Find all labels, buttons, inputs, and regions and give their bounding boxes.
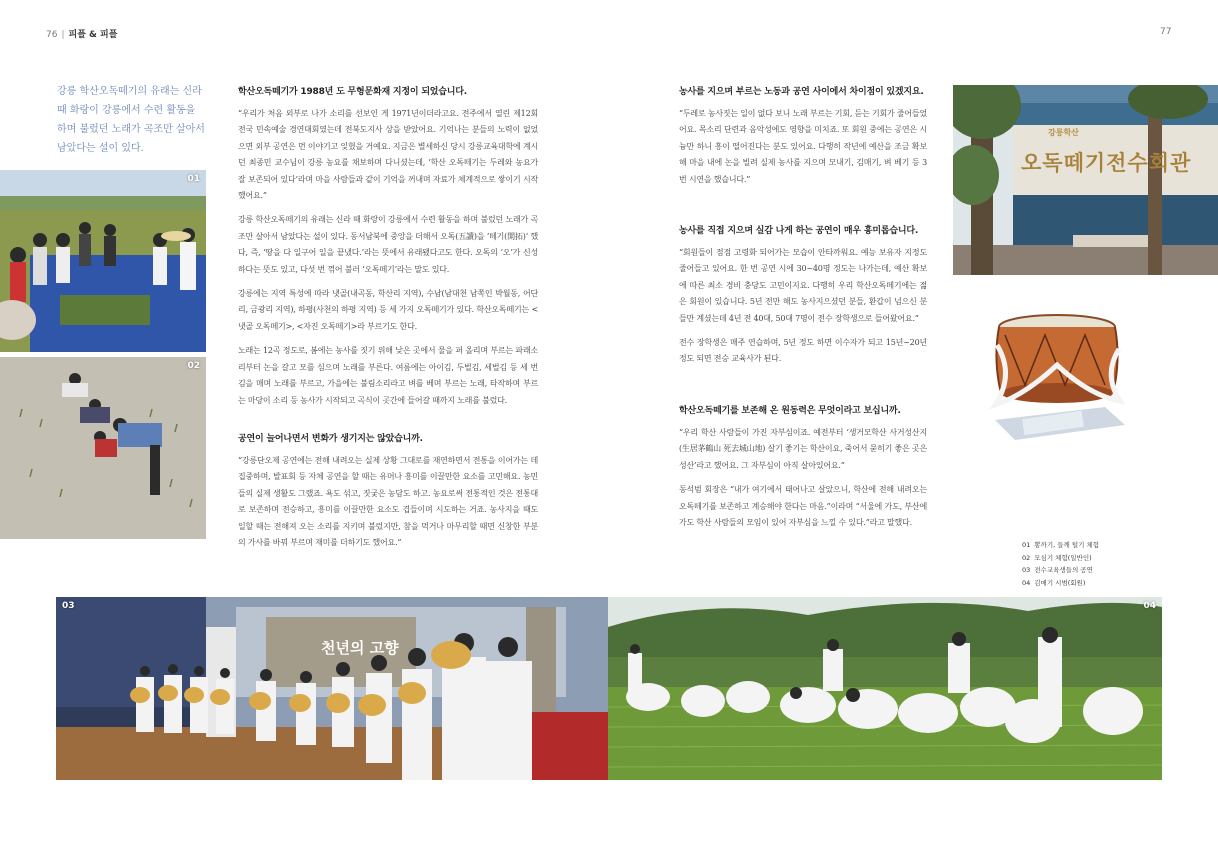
section-name: 피플 & 피플 [68, 30, 118, 40]
rice-planting-illustration [0, 357, 206, 539]
photo-drum [985, 305, 1130, 450]
building-sign: 오독떼기전수회관 [1021, 151, 1192, 175]
photo-04-weeding [608, 597, 1162, 780]
caption-number: 03 [1022, 566, 1031, 574]
caption-text: 전수교육생들의 공연 [1034, 566, 1093, 574]
paragraph: 동석범 회장은 “내가 여기에서 태어나고 살았으니, 학산에 전해 내려오는 오독떼기를 보존하고 계승해야 한다는 마음.”이라며 “서울에 가도, 부산에 가도 학산 사람들의 모임이 있어 자부심을 느낄 수 있다.”라고 말했다. [679, 485, 927, 527]
paragraph: “강릉단오제 공연에는 전해 내려오는 실제 상황 그대로를 재연하면서 전통을 이어가는 데 집중하며, 발표회 등 자체 공연을 할 때는 유머나 흥미를 이끌만한 요소를 고민해요. 농민들의 실제 생활도 그랬죠. 욕도 섞고, 짓궂은 농담도 하고. 농요로써 전통적인 것은 전통대로 보존하며 전승하고, 흥미를 이끌만한 요소도 겹들이며 시도하는 거죠. 농사지을 때도 일할 때는 전해져 오는 소리를 지키며 불렀지만, 참을 먹거나 마무리할 때면 신창한 부분의 가사를 바꿔 부르며 재미를 더하기도 했어요.” [238, 455, 538, 547]
caption-item [1022, 564, 1099, 577]
page-number-right: 77 [1160, 27, 1172, 37]
photo-03-label: 03 [62, 601, 75, 611]
caption-number: 04 [1022, 578, 1031, 587]
drum-illustration [985, 305, 1130, 450]
performance-banner-text: 천년의 고향 [321, 639, 399, 657]
paragraph: “우리 학산 사람들이 가진 자부심이죠. 예전부터 ‘생거모학산 사거성산지(生居茅鶴山 死去城山地) 살기 좋기는 학산이요, 죽어서 묻히기 좋은 곳은 성산’라고 했어요. 그 자부심이 아직 살아있어요.” [679, 427, 927, 470]
photo-02-rice-planting [0, 357, 206, 539]
section-heading: 농사를 직접 지으며 실감 나게 하는 공연이 매우 흥미롭습니다. [679, 226, 919, 237]
caption-item [1022, 577, 1099, 590]
page-header-left [46, 27, 117, 40]
caption-text: 뽕까기, 들깨 털기 체험 [1034, 541, 1100, 549]
training-hall-illustration [953, 85, 1218, 275]
section-heading: 공연이 늘어나면서 변화가 생기지는 않았습니까. [238, 433, 423, 444]
section-heading: 학산오독떼기를 보존해 온 원동력은 무엇이라고 보십니까. [679, 405, 901, 416]
article-column-left [238, 84, 538, 559]
field-experience-illustration [0, 170, 206, 352]
section-heading: 학산오독떼기가 1988년 도 무형문화재 지정이 되었습니다. [238, 87, 468, 97]
paragraph: 강릉 학산오독떼기의 유래는 신라 때 화랑이 강릉에서 수련 활동을 하며 불렀던 노래가 곡조만 살아서 남았다는 설이 있다. 동서남북에 중앙을 더해서 오독(五讀)을 ‘떼기(開拓)’ 했다, 즉, ‘땅을 다 일구어 일을 끝냈다.’라는 뜻에서 유래됐다고도 한다. 오독의 ‘오’가 신성하다는 뜻도 있고, 다섯 번 꺾어 불러 ‘오독떼기’라는 말도 있다. [238, 215, 538, 274]
photo-01-label: 01 [187, 174, 200, 184]
caption-item [1022, 552, 1099, 565]
photo-01-field-experience [0, 170, 206, 352]
paragraph: 전수 장학생은 매주 연습하며, 5년 정도 하면 이수자가 되고 15년~20년 정도 되면 전승 교육사가 된다. [679, 338, 927, 364]
performance-illustration [56, 597, 608, 780]
paragraph: “두레로 농사짓는 일이 없다 보니 노래 부르는 기회, 듣는 기회가 줄어들었어요. 목소리 단련과 음악성에도 영향을 미치죠. 또 회원 중에는 공연은 시늉만 하니 흥이 떨어진다는 분도 있어요. 다행히 작년에 예산을 조금 확보해 마을 내에 논을 빌려 실제 농사를 지으며 모내기, 김매기, 벼 베기 등 3번 시연을 했습니다.” [679, 109, 927, 184]
article-column-right [679, 84, 927, 539]
header-divider: | [61, 30, 65, 40]
paragraph: 강릉에는 지역 특성에 따라 냇골(내곡동, 학산리 지역), 수남(남대천 남쪽인 박월동, 어단리, 금광리 지역), 하평(사천의 하평 지역) 등 세 가지 오독떼기가 있다. 학산오독떼기는 <냇골 오독떼기>, <자진 오독떼기>라 부르기도 한다. [238, 289, 538, 331]
photo-03-performance [56, 597, 608, 780]
caption-item [1022, 539, 1099, 552]
building-sign-small: 강릉학산 [1048, 128, 1079, 137]
photo-training-hall [953, 85, 1218, 275]
paragraph: 노래는 12곡 정도로, 봄에는 농사를 짓기 위해 낮은 곳에서 물을 퍼 올리며 부르는 파래소리부터 논을 갈고 모를 심으며 노래를 부른다. 여름에는 아이김, 두벌김, 세벌김 등 세 번 김을 매며 노래를 부르고, 가을에는 불림소리라고 벼를 베며 부르는 노래, 타작하며 부르는 마당이 소리 등 농사가 시작되고 곡식이 곳간에 들어갈 때까지 노래를 불렀다. [238, 346, 538, 405]
paragraph: “우리가 처음 외부로 나가 소리를 선보인 게 1971년이더라고요. 전주에서 열린 제12회 전국 민속예술 경연대회였는데 전북도지사 상을 받았어요. 기억나는 분들의 노력이 없었으면 외부 공연은 먼 이야기고 잊혔을 거예요. 지금은 별세하신 당시 강릉교육대학에 계시던 최종민 교수님이 강릉 농요를 채보하며 다니셨는데, ‘학산 오독떼기는 두레와 농요가 잘 보존되어 있다’라며 마을 사람들과 같이 기억을 꺼내며 자료가 체계적으로 쌓이기 시작했어요.” [238, 109, 538, 201]
page-number-left: 76 [46, 30, 58, 40]
section-spacer [238, 417, 538, 431]
caption-number: 02 [1022, 553, 1031, 562]
photo-02-label: 02 [187, 361, 200, 371]
weeding-illustration [608, 597, 1162, 780]
pull-quote: 강릉 학산오독떼기의 유래는 신라 때 화랑이 강릉에서 수련 활동을 하며 불렀던 노래가 곡조만 살아서 남았다는 설이 있다. [57, 86, 205, 154]
caption-text: 모심기 체험(일반인) [1034, 553, 1092, 562]
caption-text: 김매기 시범(회원) [1034, 578, 1086, 587]
caption-number: 01 [1022, 541, 1031, 549]
photo-04-label: 04 [1143, 601, 1156, 611]
section-spacer [679, 196, 927, 223]
section-heading: 농사를 지으며 부르는 노동과 공연 사이에서 차이점이 있겠지요. [679, 87, 924, 97]
paragraph: “회원들이 점점 고령화 되어가는 모습이 안타까워요. 예능 보유자 지정도 줄어들고 있어요. 한 번 공연 시에 30~40명 정도는 나가는데, 예산 확보에 따른 최소 경비 충당도 고민이지요. 다행히 우리 학산오독떼기에는 젊은 회원이 있습니다. 5년 전만 해도 농사지으셨던 분들, 환갑이 넘으신 분들만 계셨는데 4년 전 40대, 50대 7명이 전수 장학생으로 들어왔어요.” [679, 248, 927, 323]
section-spacer [679, 376, 927, 403]
photo-captions [1022, 539, 1099, 589]
